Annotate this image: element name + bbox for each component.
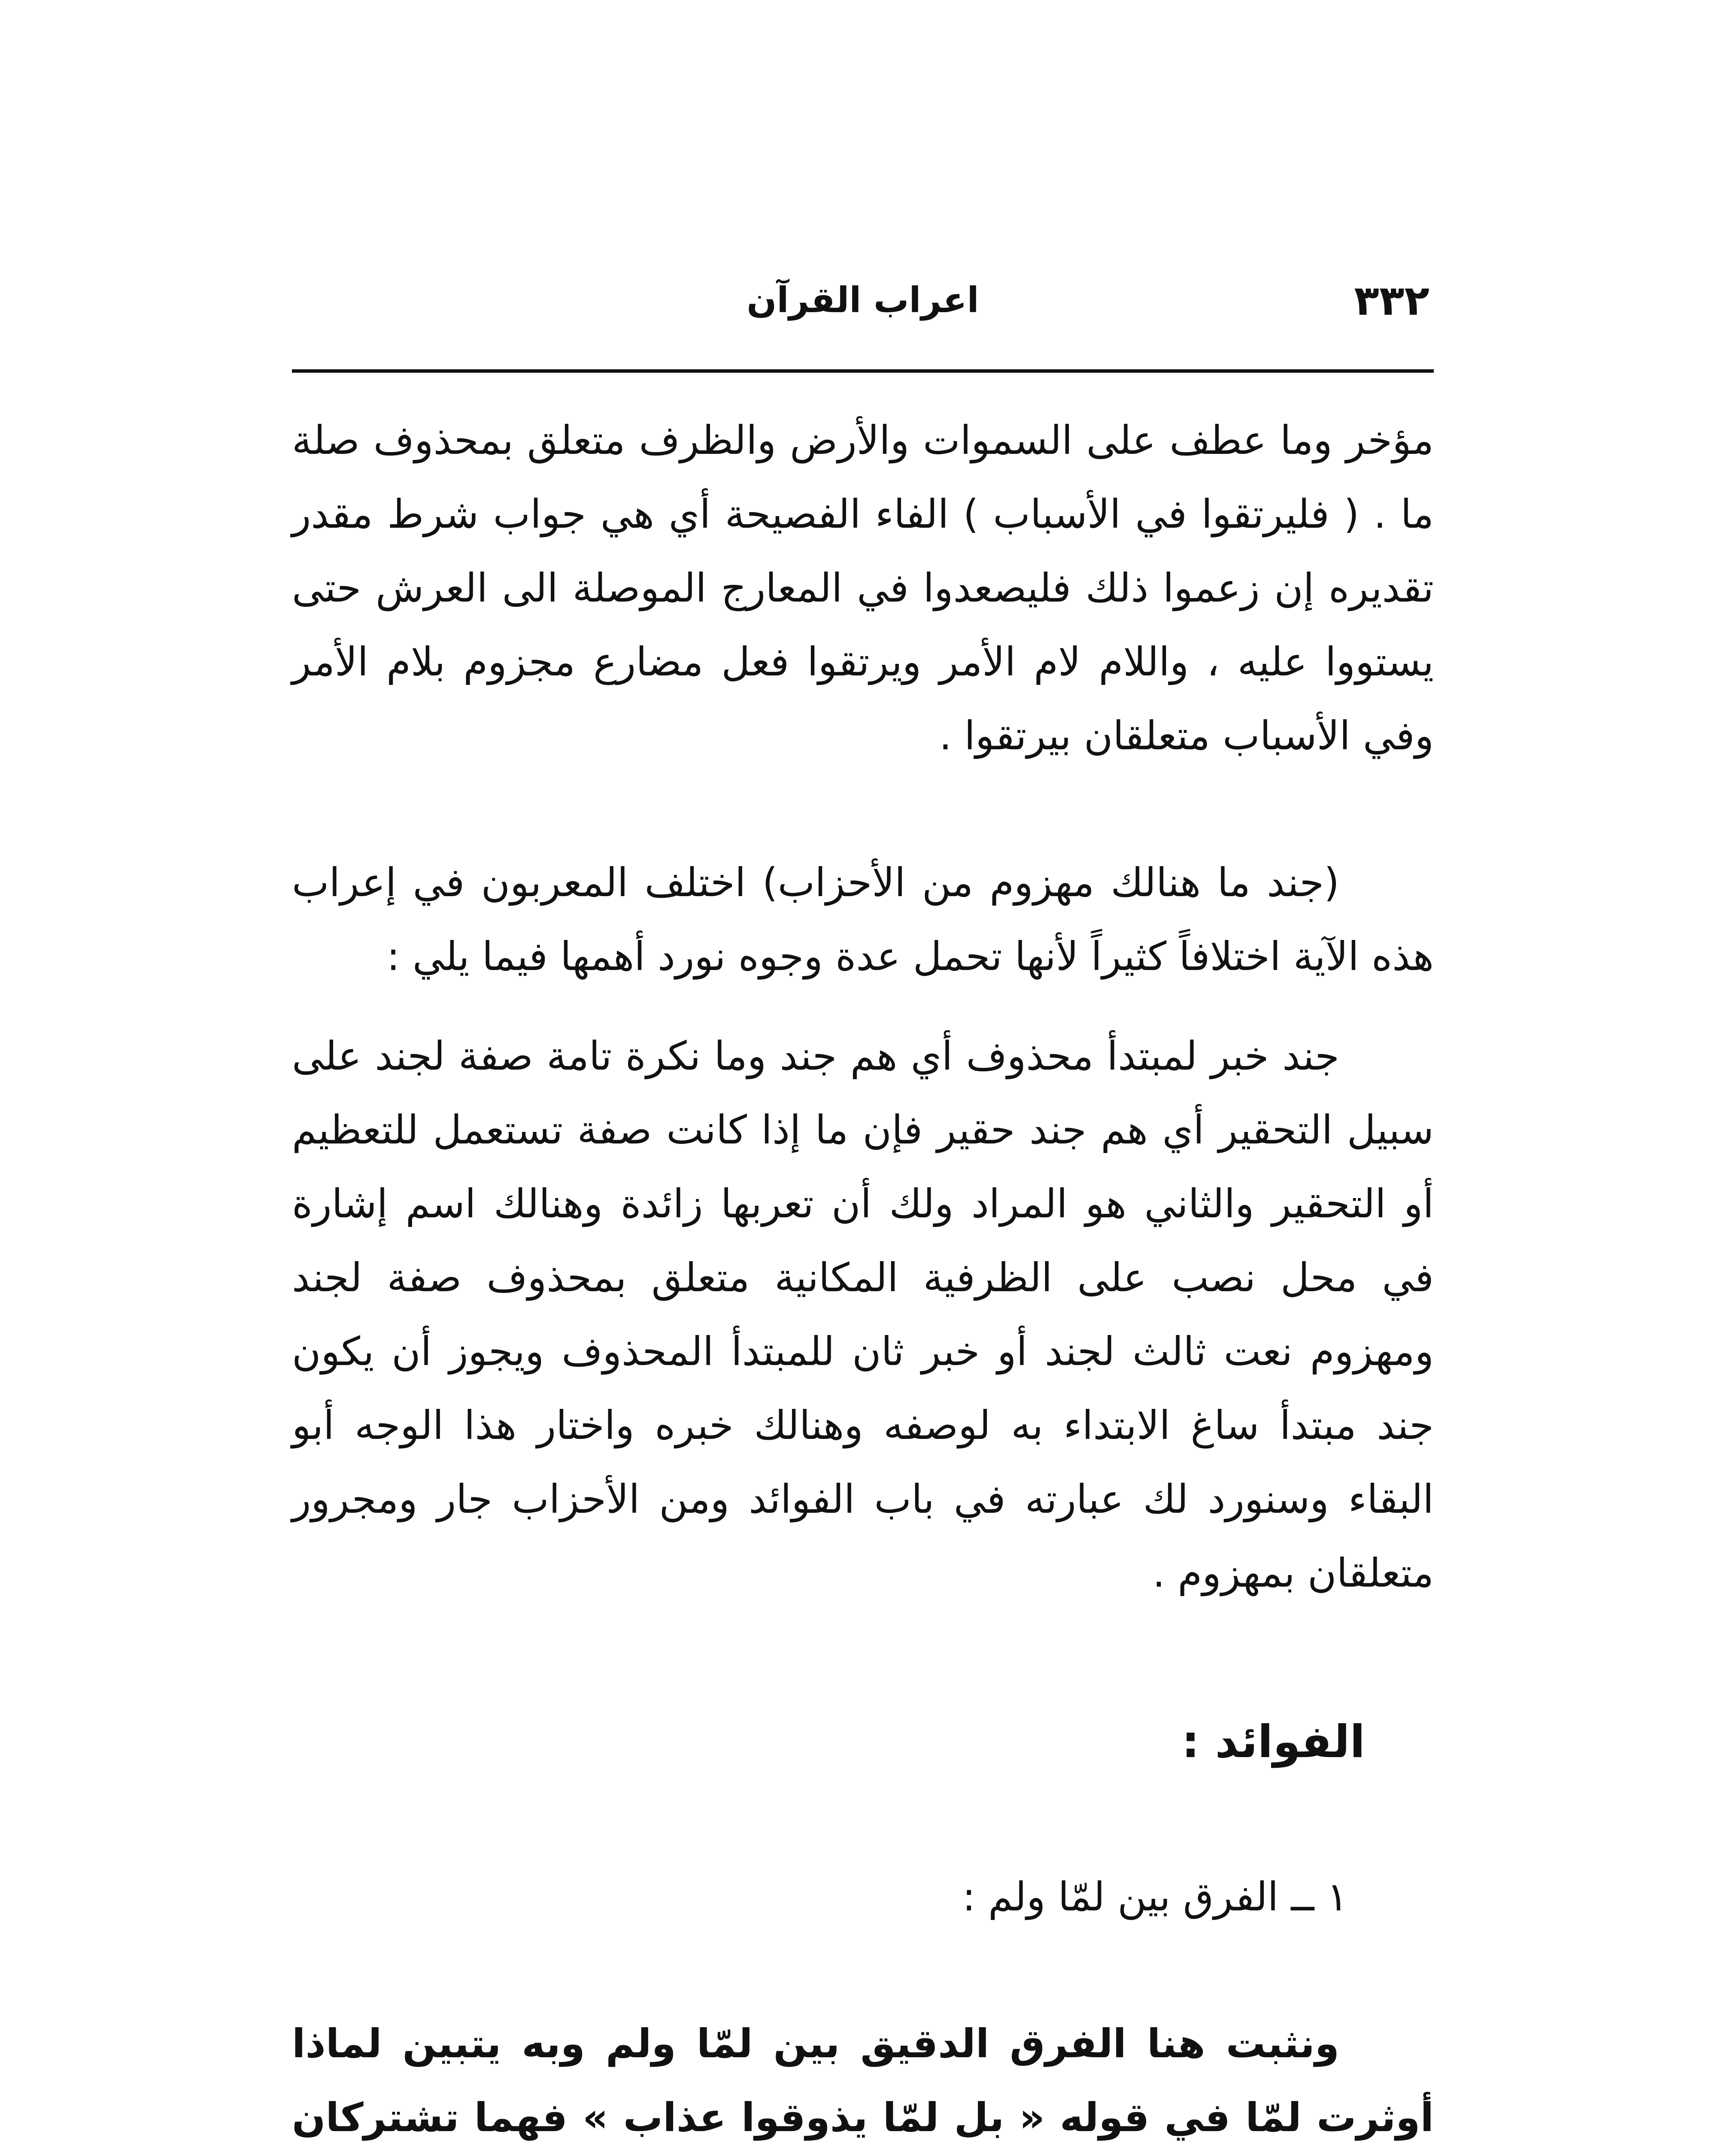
- paragraph-verse-heading: (جند ما هنالك مهزوم من الأحزاب) اختلف المعربون في إعراب هذه الآية اختلافاً كثيراً لأنها تحمل عدة وجوه نورد أهمها فيما يلي :: [292, 860, 1434, 979]
- page-number: ٣٣٢: [1354, 277, 1429, 325]
- running-title: اعراب القرآن: [747, 280, 979, 321]
- paragraph-irab-continued: مؤخر وما عطف على السموات والأرض والظرف متعلق بمحذوف صلة ما . ( فليرتقوا في الأسباب ) الفاء الفصيحة أي هي جواب شرط مقدر تقديره إن زعموا ذلك فليصعدوا في المعارج الموصلة الى العرش حتى يستووا عليه ، واللام لام الأمر ويرتقوا فعل مضارع مجزوم بلام الأمر وفي الأسباب متعلقان بيرتقوا .: [292, 417, 1434, 759]
- subheading-lamma-lam: ١ ــ الفرق بين لمّا ولم :: [962, 1874, 1348, 1920]
- page-header: [292, 271, 1434, 339]
- paragraph-irab-jund: جند خبر لمبتدأ محذوف أي هم جند وما نكرة تامة صفة لجند على سبيل التحقير أي هم جند حقير فإن ما إذا كانت صفة تستعمل للتعظيم أو التحقير والثاني هو المراد ولك أن تعربها زائدة وهنالك اسم إشارة في محل نصب على الظرفية المكانية متعلق بمحذوف صفة لجند ومهزوم نعت ثالث لجند أو خبر ثان للمبتدأ المحذوف ويجوز أن يكون جند مبتدأ ساغ الابتداء به لوصفه وهنالك خبره واختار هذا الوجه أبو البقاء وسنورد لك عبارته في باب الفوائد ومن الأحزاب جار ومجرور متعلقان بمهزوم .: [292, 1033, 1434, 1596]
- body-text: [292, 404, 1434, 2147]
- section-heading-fawaid: الفوائد :: [1181, 1715, 1365, 1768]
- paragraph-lamma-lam: ونثبت هنا الفرق الدقيق بين لمّا ولم وبه يتبين لماذا أوثرت لمّا في قوله « بل لمّا يذوقوا عذاب » فهما تشتركان: [292, 2021, 1434, 2141]
- header-rule: [292, 369, 1434, 373]
